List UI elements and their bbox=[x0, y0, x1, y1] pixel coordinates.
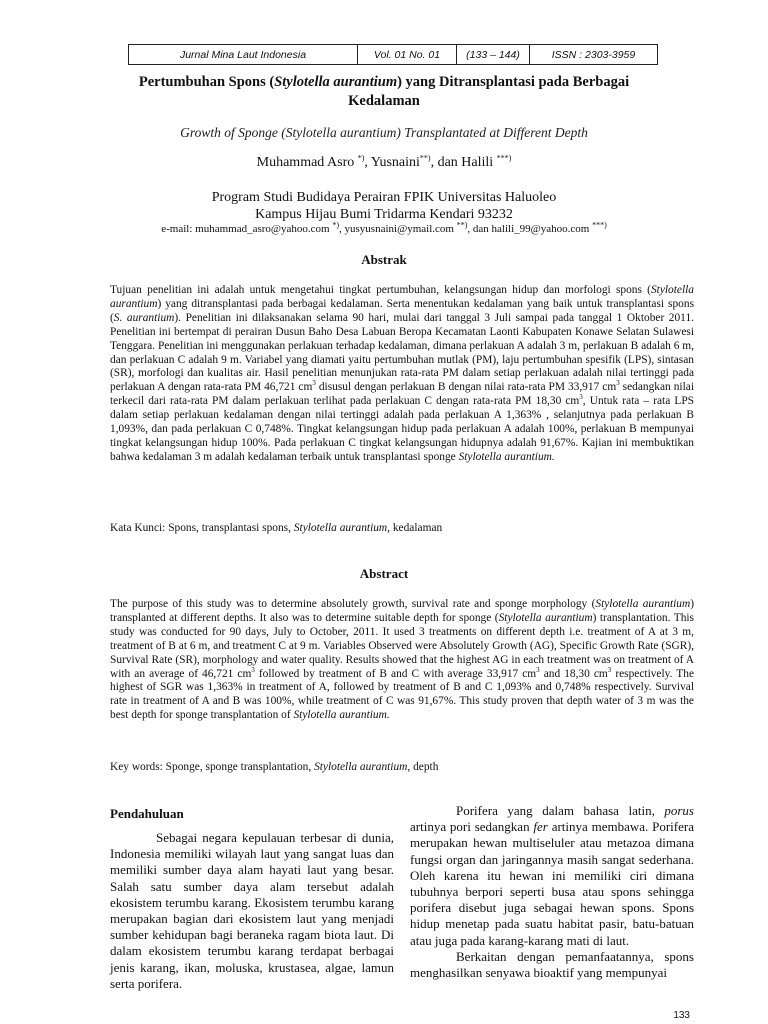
page-number: 133 bbox=[673, 1010, 690, 1021]
email-line: e-mail: muhammad_asro@yahoo.com *), yusyusnaini@ymail.com **), dan halili_99@yahoo.com ***) bbox=[161, 220, 607, 235]
left-column bbox=[110, 806, 394, 992]
journal-header bbox=[128, 44, 658, 65]
right-column bbox=[410, 803, 694, 981]
affiliation-line-2: Kampus Hijau Bumi Tridarma Kendari 93232 bbox=[255, 207, 513, 222]
abstract-heading: Abstract bbox=[359, 566, 409, 581]
journal-name: Jurnal Mina Laut Indonesia bbox=[129, 45, 358, 65]
abstrak-body: Tujuan penelitian ini adalah untuk mengetahui tingkat pertumbuhan, kelangsungan hidup dan morfologi spons (Stylotella aurantium) yang ditransplantasi pada berbagai kedalaman. Serta menentukan kedalaman yang baik untuk transplantasi spons (S. aurantium). Penelitian ini dilaksanakan selama 90 hari, mulai dari tanggal 3 Juli sampai pada tanggal 1 Oktober 2011. Penelitian ini bertempat di perairan Dusun Baho Desa Labuan Beropa Kecamatan Laonti Kabupaten Konawe Selatan Sulawesi Tenggara. Penelitian ini menggunakan perlakuan terhadap kedalaman, dimana perlakuan A adalah 3 m, perlakuan B adalah 6 m, dan perlakuan C adalah 9 m. Variabel yang diamati yaitu pertumbuhan mutlak (PM), laju pertumbuhan spesifik (LPS), sintasan (SR), morfologi dan kualitas air. Hasil penelitian menunjukan rata-rata PM dalam setiap perlakuan adalah nilai tertinggi pada perlakuan A dengan rata-rata PM 46,721 $cm^3$ disusul dengan perlakuan B dengan nilai rata-rata PM 33,917 $cm^3$ sedangkan nilai terkecil dari rata-rata PM dalam perlakuan terlihat pada perlakuan C dengan rata-rata PM 18,30 $cm^3$, Untuk rata – rata LPS dalam setiap perlakuan kedalaman dengan nilai tertinggi adalah pada perlakuan A 1,363% , selanjutnya pada perlakuan B 1,093%, dan pada perlakuan C 0,748%. Tingkat kelangsungan hidup pada perlakuan A adalah 100%, perlakuan B mempunyai tingkat kelangsungan hidup 100%. Pada perlakuan C tingkat kelangsungan hidupnya adalah 91,67%. Kajian ini membuktikan bahwa kedalaman 3 m adalah kedalaman terbaik untuk transplantasi sponge Stylotella aurantium. bbox=[110, 284, 694, 463]
title-species: Stylotella aurantium bbox=[274, 74, 398, 90]
key-words: Key words: Sponge, sponge transplantation, Stylotella aurantium, depth bbox=[110, 761, 439, 773]
abstrak-heading: Abstrak bbox=[361, 252, 407, 267]
author-list: Muhammad Asro *), Yusnaini**), dan Halili ***) bbox=[256, 153, 512, 170]
abstract-body: The purpose of this study was to determine absolutely growth, survival rate and sponge morphology (Stylotella aurantium) transplanted at different depths. It also was to determine suitable depth for sponge (Stylotella aurantium) transplantation. This study was conducted for 90 days, July to October, 2011. It used 3 treatments on different depth i.e. treatment of A at 3 m, treatment of B at 6 m, and treatment C at 9 m. Variables Observed were Absolutely Growth (AG), Specific Growth Rate (SGR), Survival Rate (SR), morphology and water quality. Results showed that the highest AG in each treatment was on treatment of A with an average of 46,721 $cm^3$ followed by treatment of B and C with average 33,917 $cm^3$ and 18,30 $cm^3$ respectively. The highest of SGR was 1,363% in treatment of A, followed by treatment of B and C 1,093% and 0,748% respectively. Survival rate in treatment of A and B was 100%, while treatment of C was 91,67%. This study proven that depth water of 3 m was the best depth for sponge transplantation of Stylotella aurantium. bbox=[110, 598, 694, 722]
journal-volume: Vol. 01 No. 01 bbox=[358, 45, 457, 65]
journal-issn: ISSN : 2303-3959 bbox=[530, 45, 658, 65]
affiliation bbox=[110, 189, 658, 223]
paper-title: Pertumbuhan Spons (Stylotella aurantium) yang Ditransplantasi pada Berbagai Kedalaman bbox=[138, 74, 630, 109]
paper-title-english: Growth of Sponge (Stylotella aurantium) Transplantated at Different Depth bbox=[180, 125, 588, 140]
affiliation-line-1: Program Studi Budidaya Perairan FPIK Universitas Haluoleo bbox=[211, 190, 557, 205]
intro-paragraph-3: Berkaitan dengan pemanfaatannya, spons menghasilkan senyawa bioaktif yang mempunyai bbox=[410, 948, 694, 981]
intro-paragraph-2: Porifera yang dalam bahasa latin, porus artinya pori sedangkan fer artinya membawa. Porifera merupakan hewan multiseluler atau metazoa dimana fungsi organ dan jaringannya masih sangat sederhana. Oleh karena itu hewan ini memiliki ciri dimana tubuhnya berpori seperti busa atau spons sehingga porifera disebut juga sebagai hewan spons. Spons hidup menetap pada suatu habitat pasir, batu-batuan atau juga pada karang-karang mati di laut. bbox=[410, 803, 694, 948]
journal-pages: (133 – 144) bbox=[457, 45, 530, 65]
pendahuluan-heading: Pendahuluan bbox=[110, 806, 184, 821]
kata-kunci: Kata Kunci: Spons, transplantasi spons, Stylotella aurantium, kedalaman bbox=[110, 522, 443, 534]
intro-paragraph-1: Sebagai negara kepulauan terbesar di dunia, Indonesia memiliki wilayah laut yang sangat luas dan memiliki sumber daya alam hayati laut yang besar. Salah satu sumber daya alam tersebut adalah ekosistem terumbu karang. Ekosistem terumbu karang merupakan bagian dari ekosistem laut yang menjadi sumber kehidupan bagi beraneka ragam biota laut. Di dalam ekosistem terumbu karang terdapat berbagai jenis karang, ikan, moluska, krustasea, algae, lamun serta porifera. bbox=[110, 830, 394, 991]
